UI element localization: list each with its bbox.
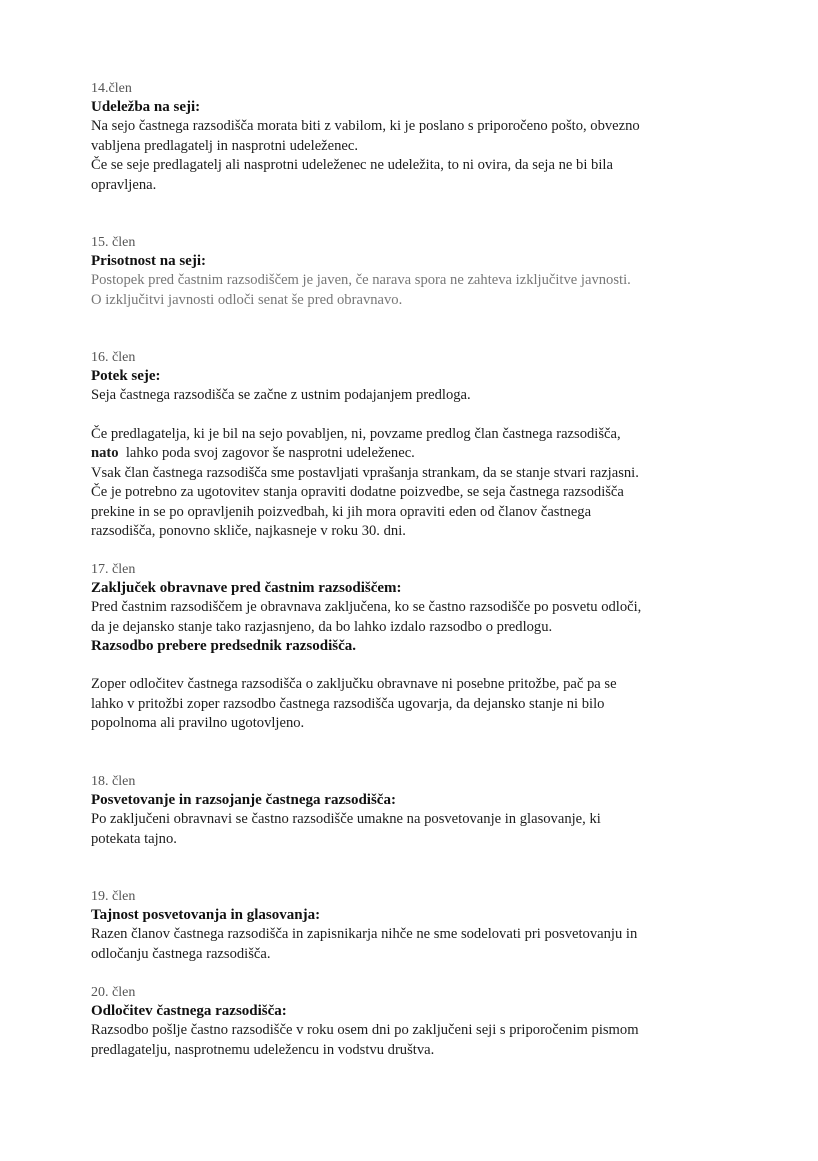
text-line: Vsak član častnega razsodišča sme postavljati vprašanja strankam, da se stanje stvari razjasni.	[91, 464, 639, 481]
text-line: predlagatelju, nasprotnemu udeležencu in vodstvu društva.	[91, 1041, 435, 1058]
text-line: da je dejansko stanje tako razjasnjeno, da bo lahko izdalo razsodbo o predlogu.	[91, 618, 553, 635]
article-paragraph	[91, 271, 731, 310]
text-line	[91, 444, 731, 464]
text-line: Pred častnim razsodiščem je obravnava zaključena, ko se častno razsodišče po posvetu odloči,	[91, 599, 642, 615]
text-line: lahko v pritožbi zoper razsodbo častnega razsodišča ugovarja, da dejansko stanje ni bilo	[91, 695, 605, 712]
article-paragraph	[91, 925, 731, 964]
article-number: 18. člen	[91, 774, 136, 789]
article-title: Posvetovanje in razsojanje častnega razsodišča:	[91, 792, 396, 808]
article-title: Potek seje:	[91, 368, 161, 384]
article-18	[91, 773, 731, 849]
text-line: Na sejo častnega razsodišča morata biti z vabilom, ki je poslano s priporočeno pošto, obvezno	[91, 118, 640, 134]
article-number: 20. člen	[91, 985, 136, 1000]
article-number: 17. člen	[91, 562, 136, 577]
text-line: Po zaključeni obravnavi se častno razsodišče umakne na posvetovanje in glasovanje, ki	[91, 811, 601, 827]
article-paragraph	[91, 425, 731, 542]
text-line: potekata tajno.	[91, 830, 177, 847]
text-line: razsodišča, ponovno skliče, najkasneje v roku 30. dni.	[91, 523, 406, 539]
article-16	[91, 349, 731, 542]
article-17	[91, 561, 731, 734]
bold-word: nato	[91, 445, 119, 461]
article-19	[91, 888, 731, 964]
article-title: Odločitev častnega razsodišča:	[91, 1003, 287, 1019]
article-title: Prisotnost na seji:	[91, 253, 206, 269]
article-paragraph	[91, 675, 731, 734]
text-line: opravljena.	[91, 176, 157, 193]
article-paragraph	[91, 117, 731, 195]
text-line: Če je potrebno za ugotovitev stanja opraviti dodatne poizvedbe, se seja častnega razsodišča	[91, 484, 624, 500]
text-line: Če se seje predlagatelj ali nasprotni udeleženec ne udeležita, to ni ovira, da seja ne bi bila	[91, 157, 613, 173]
article-title: Udeležba na seji:	[91, 99, 201, 115]
text-line: O izključitvi javnosti odloči senat še pred obravnavo.	[91, 291, 403, 308]
text-line: Če predlagatelja, ki je bil na sejo povabljen, ni, povzame predlog član častnega razsodišča,	[91, 425, 621, 442]
article-title: Tajnost posvetovanja in glasovanja:	[91, 907, 321, 923]
article-15	[91, 234, 731, 310]
article-number: 15. člen	[91, 235, 136, 250]
bold-statement: Razsodbo prebere predsednik razsodišča.	[91, 638, 357, 654]
text-line: prekine in se po opravljenih poizvedbah, ki jih mora opraviti eden od članov častnega	[91, 503, 592, 520]
text-line: Razen članov častnega razsodišča in zapisnikarja nihče ne sme sodelovati pri posvetovanju in	[91, 926, 638, 942]
article-20	[91, 984, 731, 1060]
text-line: Seja častnega razsodišča se začne z ustnim podajanjem predloga.	[91, 387, 471, 403]
text-line: popolnoma ali pravilno ugotovljeno.	[91, 715, 305, 731]
text-fragment: lahko poda svoj zagovor še nasprotni udeleženec.	[125, 445, 415, 461]
article-paragraph	[91, 810, 731, 849]
text-line: Razsodbo pošlje častno razsodišče v roku osem dni po zaključeni seji s priporočenim pismom	[91, 1022, 639, 1038]
article-number: 19. člen	[91, 889, 136, 904]
article-paragraph	[91, 598, 731, 637]
text-line: Postopek pred častnim razsodiščem je javen, če narava spora ne zahteva izključitve javnosti.	[91, 272, 631, 288]
text-line: Zoper odločitev častnega razsodišča o zaključku obravnave ni posebne pritožbe, pač pa se	[91, 676, 617, 692]
article-paragraph	[91, 386, 731, 406]
article-paragraph	[91, 1021, 731, 1060]
text-line: vabljena predlagatelj in nasprotni udeleženec.	[91, 137, 359, 154]
article-number: 14.člen	[91, 81, 132, 96]
text-line: odločanju častnega razsodišča.	[91, 945, 271, 962]
article-title: Zaključek obravnave pred častnim razsodiščem:	[91, 580, 402, 596]
article-number: 16. člen	[91, 350, 136, 365]
article-14	[91, 80, 731, 195]
